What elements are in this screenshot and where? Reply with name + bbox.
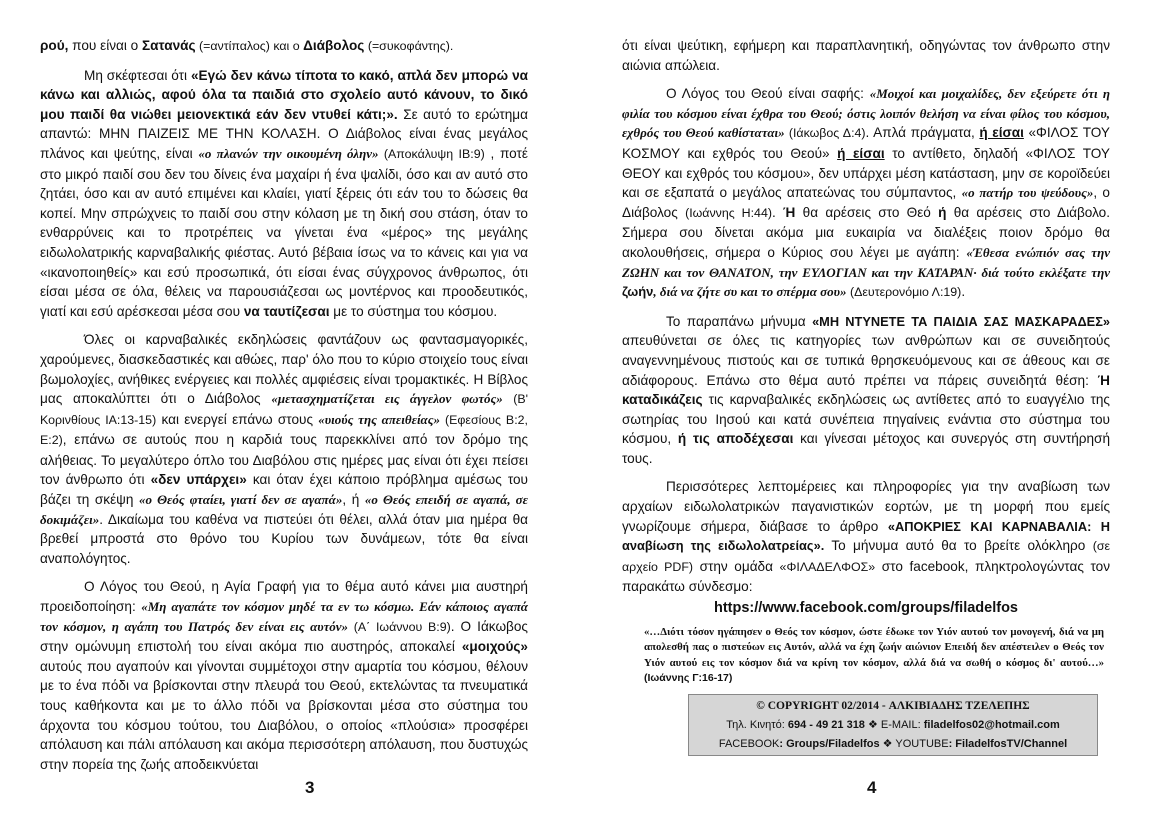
text: Ο Λόγος του Θεού είναι σαφής: [666, 86, 870, 102]
right-page [622, 36, 1110, 687]
text: Περισσότερες λεπτομέρειες και πληροφορίες για την αναβίωση των αρχαίων ειδωλολατρικών παγανιστικών εορτών, με τη μορφή που εμείς γνωρίζουμε σήμερα, διάβασε το άρθρο [622, 479, 1110, 534]
scripture-ref: (Εφεσίους Β:2, Ε:2) [40, 412, 528, 448]
copyright-box [688, 694, 1098, 756]
scripture-ref: (Ιάκωβος Δ:4) [784, 126, 866, 141]
email-link[interactable]: filadelfos02@hotmail.com [923, 719, 1060, 731]
text: . Απλά πράγματα, [865, 125, 980, 141]
scripture-quote: «Μη αγαπάτε τον κόσμον μηδέ τα εν τω κόσμω. Εάν κάποιος αγαπά τον κόσμον, η αγάπη του Πατρός δεν είναι εις αυτόν» [40, 599, 528, 634]
text: και ενεργεί επάνω στους [156, 411, 319, 427]
text: με το σύστημα του κόσμου. [329, 303, 498, 319]
text: (=συκοφάντης). [364, 39, 454, 53]
text: τις καρναβαλικές εκδηλώσεις ως αντίθετες από το ευαγγέλιο της σωτηρίας του Ιησού και κατά συνέπεια πηγαίνεις ενάντια στο σύστημα του κόσμου, [622, 392, 1110, 447]
text-bold: «ΑΠΟΚΡΙΕΣ ΚΑΙ ΚΑΡΝΑΒΑΛΙΑ: Η αναβίωση της ειδωλολατρείας». [622, 518, 1110, 554]
facebook-link[interactable]: : Groups/Filadelfos [779, 738, 880, 750]
scripture-ref: (Αποκάλυψη ΙΒ:9) [378, 146, 485, 161]
text: Το παραπάνω μήνυμα [666, 313, 813, 329]
text: και όταν έχει κάποιο πρόβλημα αμέσως του βάζει τη σκέψη [40, 472, 528, 508]
text: «ΦΙΛΟΣ ΤΟΥ ΚΟΣΜΟΥ και εχθρός του Θεού» [622, 125, 1110, 161]
left-page [40, 36, 528, 783]
text: το αντίθετο, δηλαδή «ΦΙΛΟΣ ΤΟΥ ΘΕΟΥ και εχθρός του κόσμου», δεν υπάρχει μέση κατάσταση, μην σε κοροϊδεύει και σε εξαπατά ο μεγάλος απατεώνας του σύμπαντος, [622, 145, 1110, 201]
text-bold: να ταυτίζεσαι [243, 303, 330, 319]
text: (=αντίπαλος) και ο [195, 39, 304, 53]
scripture-quote: «ο πλανών την οικουμένη όλην» [198, 145, 379, 161]
text: . Ο Ιάκωβος στην ομώνυμη επιστολή του είναι ακόμα πιο αυστηρός, αποκαλεί [40, 618, 528, 655]
text: στο facebook, πληκτρολογώντας τον παρακάτω σύνδεσμο: [622, 558, 1110, 595]
scripture-quote: «μετασχηματίζεται εις άγγελον φωτός» [271, 391, 503, 407]
left-paragraph-1 [40, 36, 528, 57]
text: στην ομάδα [693, 558, 780, 574]
text-bold-underline: ή είσαι [979, 125, 1024, 141]
text-bold: ρού, [40, 38, 69, 53]
page-number-left: 3 [305, 778, 315, 797]
text: , επάνω σε αυτούς που η καρδιά τους παρεκκλίνει από τον δρόμο της αλήθειας. Το μεγαλύτερο όπλο του Διαβόλου στις ημέρες μας είναι ότι έχει πείσει τον άνθρωπο ότι [40, 432, 528, 488]
right-paragraph-3 [622, 312, 1110, 469]
contact-line [689, 716, 1097, 735]
scripture-quote: «Μοιχοί και μοιχαλίδες, δεν εξεύρετε ότι η φιλία του κόσμου είναι έχθρα του Θεού; όστις λοιπόν θελήση να είναι φίλος του κόσμου, εχθρός του Θεού καθίσταται» [622, 86, 1111, 141]
separator-icon: ❖ [864, 719, 881, 731]
left-paragraph-2 [40, 66, 528, 322]
text: αυτούς που αγαπούν και γίνονται συμμέτοχοι στην αμαρτία του κόσμου, θέλουν με το ένα πόδι να βρίσκονται στην πλευρά του Θεού, εκτελώντας τα πνευματικά τους καθήκοντα και με το άλλο πόδι να βρίσκονται μέσα στο σύστημα του άρχοντα του κόσμου τούτου, του Διαβόλου, ο οποίος «πλούσια» προσφέρει απόλαυση και πάλι απόλαυση και ακόμα περισσότερη απόλαυση, που δυστυχώς στην πορεία της ζωής αποδεικνύεται [40, 658, 528, 772]
text-bold: ή [938, 204, 947, 220]
scripture-quote: «ο Θεός επειδή σε αγαπά, σε δοκιμάζει» [40, 492, 529, 527]
text-bold: ή τις αποδέχεσαι [677, 431, 794, 447]
scripture-ref: (Ιωάννης Η:44) [685, 205, 772, 220]
text-bold: Διάβολος [303, 38, 365, 53]
bible-quote [644, 625, 1104, 687]
right-paragraph-2 [622, 84, 1110, 303]
text: Σε αυτό το ερώτημα απαντώ: ΜΗΝ ΠΑΙΖΕΙΣ ΜΕ ΤΗΝ ΚΟΛΑΣΗ. Ο Διάβολος είναι ένας μεγάλος πλάνος και ψεύτης, είναι [40, 106, 529, 161]
text: Ο Λόγος του Θεού, η Αγία Γραφή για το θέμα αυτό κάνει μια αυστηρή προειδοποίηση: [40, 579, 528, 615]
scripture-quote: «υιούς της απειθείας» [318, 411, 441, 427]
text: απευθύνεται σε όλες τις κατηγορίες των ανθρώπων και σε συνειδητούς αναγεννημένους πιστούς και σε τυπικά θρησκευόμενους και σε άθεους και σε αδιάφορους. Επάνω στο θέμα αυτό πρέπει να πάρεις συνειδητά θέση: [622, 333, 1110, 388]
text: «ΦΙΛΑΔΕΛΦΟΣ» [779, 559, 876, 574]
text-bold: «μοιχούς» [461, 639, 528, 655]
text-bold: «Εγώ δεν κάνω τίποτα το κακό, απλά δεν μπορώ να κάνω και αλλιώς, αφού όλα τα παιδιά στο σχολείο αυτό κάνουν, το δικό μου παιδί θα νιώθει μειονεκτικά εάν δεν ντυθεί κάτι;». [40, 67, 528, 122]
facebook-label: FACEBOOK [718, 738, 780, 750]
text: θα αρέσεις στο Διάβολο. Σήμερα σου δίνεται ακόμα μια ευκαιρία να διαλέξεις ποιον δρόμο θα ακολουθήσεις, σήμερα ο Κύριος σου λέγει με αγάπη: [622, 204, 1110, 260]
text-bold: Ή καταδικάζεις [622, 372, 1110, 408]
quote-text: «…Διότι τόσον ηγάπησεν ο Θεός τον κόσμον, ώστε έδωκε τον Υιόν αυτού τον μονογενή, διά να μη απολεσθή πας ο πιστεύων εις Αυτόν, αλλά να έχη ζωήν αιώνιον Επειδή δεν απέστειλεν ο Θεός τον Υιόν αυτού εις τον κόσμον διά να κρίνη τον κόσμον, αλλά διά να σωθή ο κόσμος δι' αυτού…» [644, 625, 1104, 669]
text: που είναι ο [68, 38, 143, 53]
scripture-quote: «Έθεσα ενώπιόν σας την ΖΩΗΝ και τον ΘΑΝΑΤΟΝ, την ΕΥΛΟΓΙΑΝ και την ΚΑΤΑΡΑΝ· διά τούτο εκλέξατε την [622, 244, 1110, 280]
scripture-quote: , διά να ζήτε συ και το σπέρμα σου» [653, 284, 847, 300]
text-bold-underline: ή είσαι [837, 145, 885, 161]
scripture-ref: (Δευτερονόμιο Λ:19) [846, 285, 962, 300]
text: θα αρέσεις στο Θεό [795, 204, 939, 220]
phone-label: Τηλ. Κινητό: [726, 719, 788, 731]
text: Όλες οι καρναβαλικές εκδηλώσεις φαντάζουν ως φαντασμαγορικές, χαρούμενες, διασκεδαστικές και αθώες, παρ' όλο που το κύριο στοιχείο τους είναι βωμολοχίες, ανήθικες ενέργειες και πολλές αμφιέσεις είναι τρομακτικές. Η Βίβλος μας αποκαλύπτει ότι ο Διάβολος [40, 332, 528, 407]
email-label: E-MAIL: [880, 719, 924, 731]
text: Το μήνυμα αυτό θα το βρείτε ολόκληρο [824, 538, 1093, 554]
text-bold: «ΜΗ ΝΤΥΝΕΤΕ ΤΑ ΠΑΙΔΙΑ ΣΑΣ ΜΑΣΚΑΡΑΔΕΣ» [812, 313, 1110, 329]
text: , ο Διάβολος [622, 185, 1110, 220]
scripture-ref: (Β' Κορινθίους ΙΑ:13-15) [40, 392, 528, 427]
text: . [961, 284, 966, 300]
facebook-group-link[interactable]: https://www.facebook.com/groups/filadelfos [714, 600, 1018, 617]
text: (σε αρχείο PDF) [622, 539, 1110, 574]
separator-icon: ❖ [879, 738, 896, 750]
text: , ή [342, 492, 365, 508]
scripture-quote: «ο Θεός φταίει, γιατί δεν σε αγαπά» [139, 492, 343, 508]
social-line [689, 735, 1097, 754]
text: Μη σκέφτεσαι ότι [84, 67, 191, 83]
phone-number: 694 - 49 21 318 [787, 719, 865, 731]
copyright-line: © COPYRIGHT 02/2014 - ΑΛΚΙΒΙΑΔΗΣ ΤΖΕΛΕΠΗΣ [756, 700, 1030, 712]
youtube-link[interactable]: : FiladelfosTV/Channel [948, 738, 1068, 750]
text-bold: «δεν υπάρχει» [150, 472, 247, 488]
right-paragraph-4 [622, 477, 1110, 597]
quote-ref: (Ιωάννης Γ:16-17) [644, 672, 733, 685]
page-number-right: 4 [867, 778, 877, 797]
text-bold: Ή [783, 204, 796, 220]
scripture-ref: (Α΄ Ιωάννου Β:9) [348, 619, 451, 634]
left-paragraph-4 [40, 577, 528, 774]
text-bold: Σατανάς [142, 38, 196, 53]
text: . [771, 204, 784, 220]
text: και γίνεσαι μέτοχος και συνεργός στη συντήρησή τους. [622, 431, 1111, 466]
left-paragraph-3 [40, 330, 528, 568]
text: , ποτέ στο μικρό παιδί σου δεν του δίνεις ένα μαχαίρι ή ένα ψαλίδι, όσο και αν αυτό στο ζητάει, όσο και αν αυτό επιμένει και κλαίει, γιατί ξέρεις ότι εάν του το δώσεις θα κοπεί. Μην σπρώχνεις το παιδί σου στην κόλαση με τη δική σου στάση, όταν το ενθαρρύνεις και το προτρέπεις να γίνεται ένα «μέρος» της μεγάλης ειδωλολατρικής καρναβαλικής φιέστας. Αυτό βέβαια ίσως να το κάνεις και για να «ικανοποιηθείς» και εσύ προσωπικά, ότι είσαι ένας σύγχρονος άνθρωπος, ότι είσαι μέσα σε όλα, θέλεις να παρουσιάζεσαι ως μοντέρνος και προοδευτικός, γιατί και εσύ αρέσκεσαι μέσα σου [40, 145, 528, 319]
text-bold: ζωήν [622, 284, 654, 300]
right-paragraph-1: ότι είναι ψεύτικη, εφήμερη και παραπλανητική, οδηγώντας τον άνθρωπο στην αιώνια απώλεια. [622, 38, 1110, 73]
text: . Δικαίωμα του καθένα να πιστεύει ότι θέλει, αλλά όταν μια ημέρα θα βρεθεί μπροστά στο θρόνο του Κυρίου των δυνάμεων, τότε θα είναι αναπολόγητος. [40, 511, 528, 566]
youtube-label: YOUTUBE [895, 738, 949, 750]
scripture-quote: «ο πατήρ του ψεύδους» [961, 185, 1094, 201]
